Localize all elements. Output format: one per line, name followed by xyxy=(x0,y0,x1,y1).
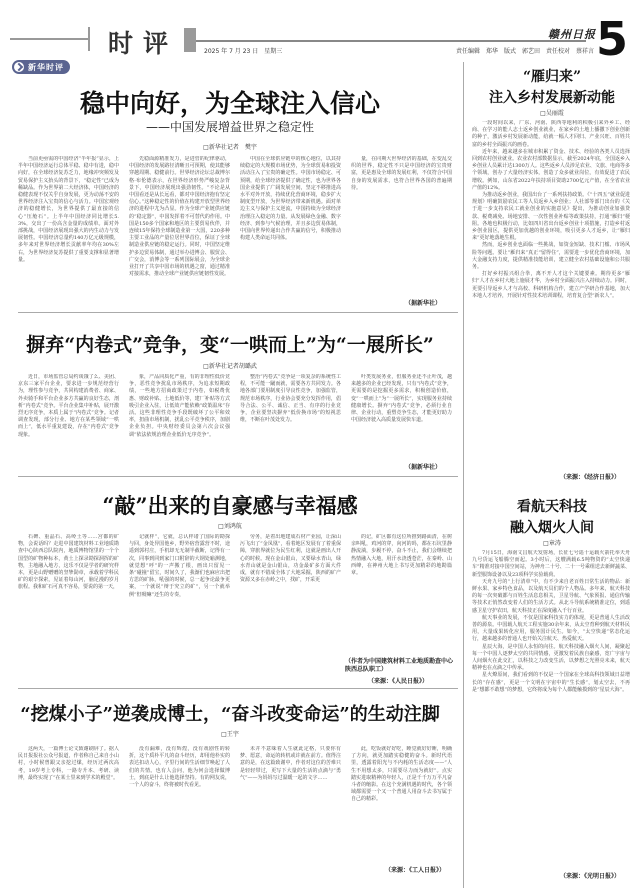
article-column: 象，产品同质化严重，有的非理性低价竞争，恶性竞争扰乱市场秩序，为追求短期政绩，一些地方招商政策过于内卷，如税费优惠、财政补贴、土地低价等，建厂补贴等方式吸引企业入驻，让低效产能依赖“政策温床”存活。这些非理性竞争手段既破坏了公平和效率，扭曲市场机制，扰乱公平竞争秩序，加剧企业负担。中央财经委员会第六次会议强调“依法依规治理企业低价无序竞争”。 xyxy=(129,374,230,438)
sidebar-paragraph: 星火燎原间，我们看到的不仅是一个国家在全球高科技领域日益增长的“存在感”，更是一个文明在宇宙中的“生长感”，划太空去，不再是“想都不敢想”的梦想，它终将成为每个人都能触摸到的“星辰大海”。 xyxy=(472,672,630,693)
article-source: （据新华社） xyxy=(405,464,442,471)
masthead-rule-right xyxy=(196,40,586,42)
sidebar-source: （来源：《经济日报》） xyxy=(560,474,621,481)
article-source: （据新华社） xyxy=(405,300,442,307)
sidebar-body xyxy=(472,120,630,450)
xinhua-commentary-badge xyxy=(12,60,70,74)
author-note: （作者为中国建筑材料工业地质勘查中心陕西总队职工） xyxy=(345,658,454,673)
sidebar-byline: □吴丽霞 xyxy=(540,110,564,117)
issue-date: 2025 年 7 月 23 日 星期三 xyxy=(204,48,283,55)
article-column: 未并不意味着人生就此定格，只要你有梦、愿意，命运的转机或许就在前方。值得注意的是，在这篇致谢中，作者对这位的苦难只是轻轻带过，更写下大量的生活的点滴与“勇气”——为妈妈写过温暖一起的文字…… xyxy=(240,746,341,781)
article-column: 没有漏难，没有辉煌，没有戏剧性的转折，这个质朴平凡的奋斗经历，却用他朴实的表达扣动人心，字里行间的生活细节唤起了人们的共情。也有人会问，他为何会选择做博士，到底是什么让他选择坚持。有的网友说，一个人的奋斗，终将被时代看见。 xyxy=(129,746,230,789)
sidebar-paragraph: 一段时间以来，广东、河南、陕西等地利的积极引来外乡工、经商、在学习的能人志士返乡创业就业，在家乡的土地上播撒下创业创新的种子，激活乡村发展新动能，给就一幅人才回归、产业兴旺、百姓共富的乡村全面振兴的画卷。 xyxy=(472,120,630,148)
masthead-block xyxy=(184,28,196,52)
article-separator xyxy=(18,688,458,689)
article-headline: 摒弃“内卷式”竞争，变“一哄而上”为“一展所长” xyxy=(26,334,434,356)
article-column: 石碑、重晶石、高岭土等……宫都的矿物，会说话吗？走进中国建筑材料工业地质勘查中心陕西总队院内，地质博物馆里的一个个国型的矿物种标本，黄土上探录勘探洞挥的矿物，主地融入地方，这乐不仅是学者的研究样本，更是山野赠赠的坚挚勋章，承载着学科民矿的艰辛探索，见证着每山河，脑足漫的岁月旅程。我和矿石可真不容易，要说的第一天， xyxy=(18,534,119,591)
article-column: 当前更亟需的中国经济“半年报”显示，上半年中国经济运行总体平稳、稳中有进，稳中向好，在全球经济复苏乏力，地缘冲突频发及贸易保护主义抬头的背景下，“稳定性”已成为稀缺品。作为世界第二大经济体，中国经济的稳健表现不仅关乎自身发展，更为动荡不安的世界经济注入宝贵的信心与活力。中国宏观经济的稳健增长，为世界提供了最直接的信心“压舱石”。上半年中国经济同比增长5.3%，交出了一份高含金量的成绩单。面对外部挑战，中国经济展现出强大的内生动力与发展韧性。中国经济总量约140万亿元级规模，多年来对世界经济增长贡献率年均在30%左右，为世界经济复苏提供了重要支撑和显著增量。 xyxy=(18,156,119,263)
article-column: 劳务，是着出地建成石材产业园，让深山污飞出了“金凤凰”，看着地区发展有了着重保障，穿旅界就位为民生红利，这就是画出人开心的时候。现在金山银山，又要绿水青山，绿水青山就是金山银山，功金最矿多方面大件成，就有不错成全体了大地采掘，陕西的矿产资源又多在赤岭之中，找矿，开采更 xyxy=(240,534,341,584)
sidebar-body xyxy=(472,550,630,868)
article-column: 整治“内卷式”竞争是一项复杂的系统性工程，不可能一蹴而就，需要各方共同发力。各地各部门要用制度引导良性竞争，加强监管，规范市场秩序，行业协会要充分发挥作用，倡导合法、公平、诚信、正当、有序的行业竞争，企业要坚决摒弃“低价换市场”的短视思维，不断在叶茂处发力。 xyxy=(240,374,341,424)
sidebar-paragraph: 打好乡村振兴组合拳，离不开人才这个关键要素。期待更多“雁归”人才在乡村大地上施展才华，为乡村全面振兴注入持续动力。同时，更要引导返乡人才与高校、科研机构合作，建立产学研合作基地，加大本地人才培养，开展针对性技术培训课程，培育复合型“新农人”。 xyxy=(472,271,630,299)
editor-credits: 责任编辑 郑华 版式 郭艺田 责任校对 蔡祥言 xyxy=(455,48,594,55)
article-body xyxy=(18,374,452,468)
chevron-right-icon xyxy=(14,62,24,72)
article-source: （来源：《人民日报》） xyxy=(368,678,429,685)
section-title: 时评 xyxy=(108,29,179,58)
article-column: 记就样”，它就，总认样诸了国际的勘探与回，身处异国他乡，野外宿营露营不时，途遥到郭村庄，手机却无无制半截断，记得有一次，同事到同到家门口附辞的大钢处喻测地，就觉想“呼”的一声搬了根，画出只留见一条“碰撞”留宝，时间久了，我渐们也麻应出把方思的矿脉，吼强的时候，总一起争论最争更案，一个就说“辩于究立的矿”，另一个就举例“但吸嘛”还生的专奏， xyxy=(129,534,230,598)
article-column: 量，在同期大世界经济的基础，在变乱交织的世界，稳定性不只是中国经济的宝贵财富，更是惠及全球的发展红利，不仅符合中国自身的发展需求，也符合世界各国的普遍期待。 xyxy=(351,156,452,191)
article-column: 近日，市场监管总局约谈饿了么、美团、京东三家平台企业，要求进一步规范经营行为，理性参与竞争，共同构建消费者、商家、外卖骑手和平台企业多方共赢的良好生态，剖析“内卷式”竞争。平台企业集中补贴，展开激烈无序竞争，本质上属于“内卷式”竞争。记者调查发现，部分行业、地方在某些领域“一哄而上”，低水平重复建设，存在“内卷式”竞争现象。 xyxy=(18,374,119,438)
sidebar-headline-line2: 注入乡村发展新动能 xyxy=(489,90,615,106)
sidebar-headline-line1: “雁归来” xyxy=(522,69,582,85)
article-byline: □新华社记者胡璐武 xyxy=(203,363,257,370)
article-headline: “挖煤小子”逆袭成博士，“奋斗改变命运”的生动注脚 xyxy=(20,704,440,725)
article-column: 中国在全球供应链中的核心地位，以其持续稳定的大规模市场优势，为全球贸易和投资活动注入了宝贵的确定性。中国市场稳定、可预期，给全球经济提供了确定性，也为世界各国企业提供了广阔发展空间，坚定不移推进高水平对外开放，持续优化营商环境，稳步扩大制度型开放，为世界经济带来新机遇。面对单边主义与保护主义逆流，中国持续为全球经济治理注入稳定的力量。从发展绿色金融、数字经济、到参与气候治理，并且多边贸易体制，中国向世界传递出合作共赢的信号，积极推动构建人类命运共同体。 xyxy=(240,156,341,242)
article-byline: □新华社记者 樊宇 xyxy=(203,144,257,151)
article-column: 这两天，一篇博士论文致谢刷屏了。据人民日报报社公众号报道，作者称自己来自小山村，小时候曾跟父亲挖过煤，经历过两次高考，19岁考上专科，一路专升本、考研、读博，最终实现了“在某士里来到学术的殿堂”。 xyxy=(18,746,119,781)
article-headline: “敲”出来的自豪感与幸福感 xyxy=(102,493,358,518)
article-separator xyxy=(18,312,458,313)
article-body xyxy=(18,156,452,294)
sidebar-paragraph: 7月15日，海南文昌航天发射场，长征七号遥十运载火箭托举天舟九号货运飞船腾空而起。3小时后，这艘满载6.5吨物资的“太空快递车”精准对接中国空间站，为神舟二十号、二十一号乘组送去新鲜蔬菜、新型服饰设备以及23项科学实验载荷。 xyxy=(472,550,630,578)
article-column: 叶类发展务业，但服务业还不止叶茂，越来越多的企业已经发现，只有“内卷式”竞争，更需要的是挖掘更多需求，积极创造价值，变“一哄而上”为“一展所长”，实现服务业持续健康增长。摒弃“内卷式”竞争，必须行业自律、企业行动，重塑竞争生态，才能更好助力中国经济驶入高质量发展快车道。 xyxy=(351,374,452,424)
column-divider xyxy=(463,62,464,888)
article-column: 的记，矿区都有这位所推到路面清，在树亲叫吼，鸡河的穿，向河的吗，都在石坑里静静流淌，步履不停，奋斗不止，我们会继续把热情融入大地，用汗水浇透苍茫，在秦岭、山西峰，在神州大地上书写更加精彩的地勘篇章。 xyxy=(351,534,452,577)
newspaper-logo: 赣州日报 xyxy=(548,28,596,41)
article-column: 此，吃饭就好好吃，睡觉就好好睡，明确了方向，就更加踏实稳健的奋斗。新时代语里，透露着阳光与不内耗的生活态度——“人生不用想太多，只需要尽力而为就好”。点实踏实进取精神的年轻人，正是千千万万平凡奋斗者的缩影。在这个充满机遇的时代，各个领域都需要一个又一个普通人用奋斗去书写属于自己的精彩。 xyxy=(351,746,452,803)
masthead-rule-left xyxy=(10,38,88,40)
article-headline: 稳中向好，为全球注入信心 xyxy=(79,89,380,118)
article-byline: □刘鸿航 xyxy=(218,523,242,530)
sidebar-paragraph: 航天事业的发展，不仅是国家科技实力的体现，更是普通人生活改善的源泉。中国载人航天工程实施30余年来，从太空育种到航天材料民用，大量成果转化应用，服务国计民生。如今，“太空快递”常态化运行，越来越多的普通人也开始关注航天、热爱航天。 xyxy=(472,614,630,643)
article-subheadline: ——中国发展增益世界之稳定性 xyxy=(145,120,314,134)
sidebar-source: （来源：《光明日报》） xyxy=(560,873,621,880)
sidebar-paragraph: 天舟九号的“上行清单”中，有不少来自老百姓日常生活的物品：新鲜水果、家乡特色食品，以及航天员们的个人物品。多年来，航天科技的每一次突破都与百姓生活息息相关，卫星导航、气象预报、通信传输等技术正悄然改变着人们的生活方式。从北斗导航系统精准定位，到遥感卫星守护农田，航天科技正在深度融入千行百业。 xyxy=(472,578,630,614)
sidebar-paragraph: 为推动返乡创业，我国出台了一系列扶持政策。《“十四五”就业促进规划》明确鼓励农民工等人员返乡入乡创业；人社部等部门出台的《关于进一步支持农民工就业创业的实施意见》提出，为推动创业加强贷款、税费减免、场地安排、一次性创业补贴等政策扶持，打通“雁归”梗阻。各地也积极行动，比如四川省出台返乡创业十项措施，打造乡村返乡创业园区，提供更加优越的创业环境，吸引更多人才返乡，让“雁归来”更好地落地生根。 xyxy=(472,192,630,242)
page-number: 5 xyxy=(596,12,629,66)
badge-label: 新华时评 xyxy=(28,62,64,72)
sidebar-headline-line2: 融入烟火人间 xyxy=(510,520,594,536)
article-byline: □王宇 xyxy=(221,731,239,738)
sidebar-paragraph: 近年来，越来越多在城市积累了资金、技术、经验的各类人员选择回到农村创业就业。农业农村部数据显示，截至2024年底，全国返乡入乡创业人员累计达1300万人。这些返乡人员涉足农业、文旅、电商等多个领域，创办了大量经济实体，创造了众多就业岗位，有效促进了农民增收。例如，山东省2022年扶持项目资助2700亿元产值，在全省农业产值的12%。 xyxy=(472,148,630,191)
article-column: 先稳面源精准发力，是进管的纪律驱动，中国经济的发展路径清晰且可预期，使其能够穿越周期、稳健前行。世界经济论坛总裁博尔格·布伦德表示，在世界经济形势严峻复杂背景下，中国经济展现出强劲韧性。“不论是从中国看还是从长远看，都对中国经济抱有坚定信心。”这种稳定性的价值在构建开放型世界经济的进程中尤为凸显。作为全球产业链供应链的“稳定器”，中国发挥着不可替代的作用。中国是150多个国家和地区的主要贸易伙伴，并连续15年保持全球制造业第一大国，220多种主要工业品的产量位居世界首位，保证了全球制造业供应链的稳定运行。同时，中国坚定维护多边贸易体制，通过举办进博会、服贸会、广交会，消博会等一系列国际展会，为全球企业打开了共享中国市场的机遇之窗，通过精准对接需求，推动全球产业链供应链韧性发展。 xyxy=(129,156,230,278)
article-body xyxy=(18,534,452,664)
masthead-divider xyxy=(88,27,90,51)
article-source: （来源：《工人日报》） xyxy=(385,867,446,874)
sidebar-headline-line1: 看航天科技 xyxy=(517,499,587,515)
article-separator xyxy=(18,476,458,477)
sidebar-paragraph: 星辰大海，是中国人永恒的向往。航天科技融入烟火人间，凝聚起每一个中国人逐梦太空的共同情感，更激发着民族自豪感，宽广宇宙与人间烟火在此交汇，以科技之力改变生活，以梦想之光照亮未来，航天精神也在点滴之中传承。 xyxy=(472,643,630,672)
sidebar-paragraph: 然而，返乡创业也面临一些挑战，如资金短缺、技术门槛、市场风险等问题。要让“雁归来”真正“留得住”，需要进一步优化营商环境，加大金融支持力度，提供精准技能培训，建立健全农村基础设施和公共服务。 xyxy=(472,242,630,271)
article-body xyxy=(18,746,452,852)
sidebar-byline: □章涛 xyxy=(543,540,561,547)
